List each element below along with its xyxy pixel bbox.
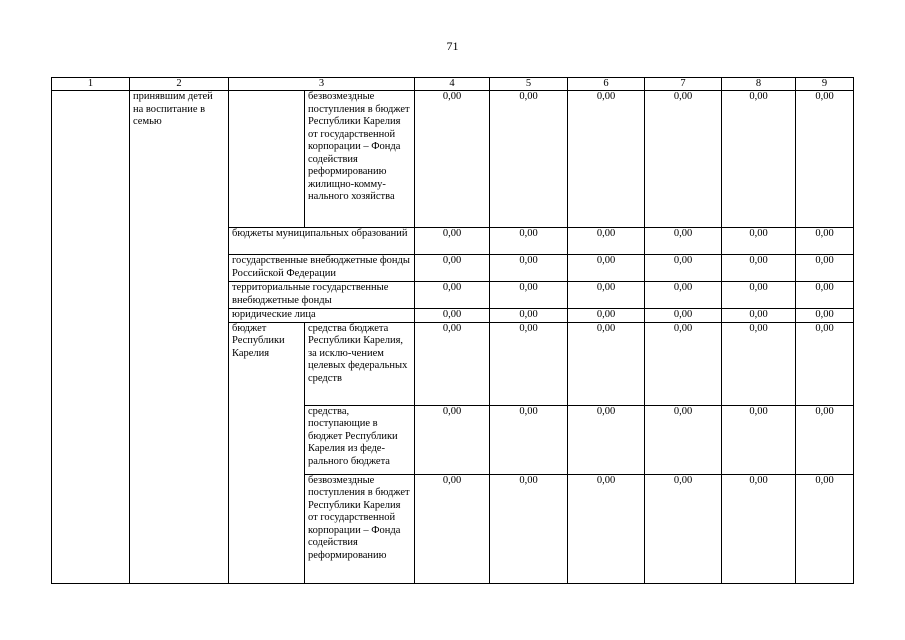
value-cell: 0,00 [796, 322, 854, 405]
col2-text: принявшим детей на воспитание в семью [133, 91, 213, 127]
value-cell: 0,00 [796, 405, 854, 474]
value-cell: 0,00 [796, 255, 854, 282]
col2-cell [130, 91, 229, 584]
row-label: территориальные государственные внебюджетные фонды [229, 282, 415, 309]
value-cell: 0,00 [796, 228, 854, 255]
value-cell: 0,00 [568, 474, 645, 583]
header-col-7: 7 [645, 78, 722, 91]
col3a-empty-cell [229, 91, 305, 228]
value-cell: 0,00 [568, 255, 645, 282]
value-cell: 0,00 [490, 309, 568, 323]
value-cell: 0,00 [415, 405, 490, 474]
value-cell: 0,00 [722, 309, 796, 323]
budget-group-label: бюджет Республики Карелия [229, 322, 305, 583]
row-label: безвозмездные поступления в бюджет Республики Карелия от государственной корпорации – Фонда содействия реформированию [305, 474, 415, 583]
value-cell: 0,00 [645, 405, 722, 474]
value-cell: 0,00 [645, 255, 722, 282]
header-row [52, 78, 854, 91]
value-cell: 0,00 [415, 255, 490, 282]
value-cell: 0,00 [490, 228, 568, 255]
budget-table [51, 77, 854, 584]
header-col-4: 4 [415, 78, 490, 91]
col1-cell [52, 91, 130, 584]
value-cell: 0,00 [568, 322, 645, 405]
value-cell: 0,00 [796, 474, 854, 583]
header-col-3: 3 [229, 78, 415, 91]
value-cell: 0,00 [568, 282, 645, 309]
value-cell: 0,00 [490, 405, 568, 474]
header-col-2: 2 [130, 78, 229, 91]
row-label: государственные внебюджетные фонды Российской Федерации [229, 255, 415, 282]
value-cell: 0,00 [568, 228, 645, 255]
value-cell: 0,00 [722, 474, 796, 583]
row-label: средства бюджета Республики Карелия, за исклю-чением целевых федеральных средств [305, 322, 415, 405]
value-cell: 0,00 [415, 309, 490, 323]
row-label: безвозмездные поступления в бюджет Республики Карелия от государственной корпорации – Фонда содействия реформированию жилищно-комму-нального хозяйства [305, 91, 415, 228]
value-cell: 0,00 [415, 91, 490, 228]
value-cell: 0,00 [796, 91, 854, 228]
value-cell: 0,00 [645, 309, 722, 323]
header-col-6: 6 [568, 78, 645, 91]
value-cell: 0,00 [415, 322, 490, 405]
value-cell: 0,00 [490, 474, 568, 583]
value-cell: 0,00 [645, 91, 722, 228]
value-cell: 0,00 [415, 228, 490, 255]
value-cell: 0,00 [415, 282, 490, 309]
header-col-9: 9 [796, 78, 854, 91]
value-cell: 0,00 [645, 474, 722, 583]
page-number: 71 [446, 39, 459, 53]
value-cell: 0,00 [796, 282, 854, 309]
value-cell: 0,00 [568, 91, 645, 228]
value-cell: 0,00 [645, 228, 722, 255]
header-col-1: 1 [52, 78, 130, 91]
row-label: бюджеты муниципальных образований [229, 228, 415, 255]
header-col-8: 8 [722, 78, 796, 91]
value-cell: 0,00 [568, 309, 645, 323]
value-cell: 0,00 [490, 282, 568, 309]
row-label: средства, поступающие в бюджет Республики Карелия из феде-рального бюджета [305, 405, 415, 474]
row-label: юридические лица [229, 309, 415, 323]
value-cell: 0,00 [722, 282, 796, 309]
value-cell: 0,00 [722, 322, 796, 405]
value-cell: 0,00 [490, 91, 568, 228]
value-cell: 0,00 [490, 255, 568, 282]
header-col-5: 5 [490, 78, 568, 91]
table-row [52, 91, 854, 228]
value-cell: 0,00 [796, 309, 854, 323]
value-cell: 0,00 [568, 405, 645, 474]
value-cell: 0,00 [645, 322, 722, 405]
value-cell: 0,00 [722, 228, 796, 255]
value-cell: 0,00 [415, 474, 490, 583]
value-cell: 0,00 [490, 322, 568, 405]
value-cell: 0,00 [722, 255, 796, 282]
value-cell: 0,00 [722, 405, 796, 474]
value-cell: 0,00 [722, 91, 796, 228]
value-cell: 0,00 [645, 282, 722, 309]
